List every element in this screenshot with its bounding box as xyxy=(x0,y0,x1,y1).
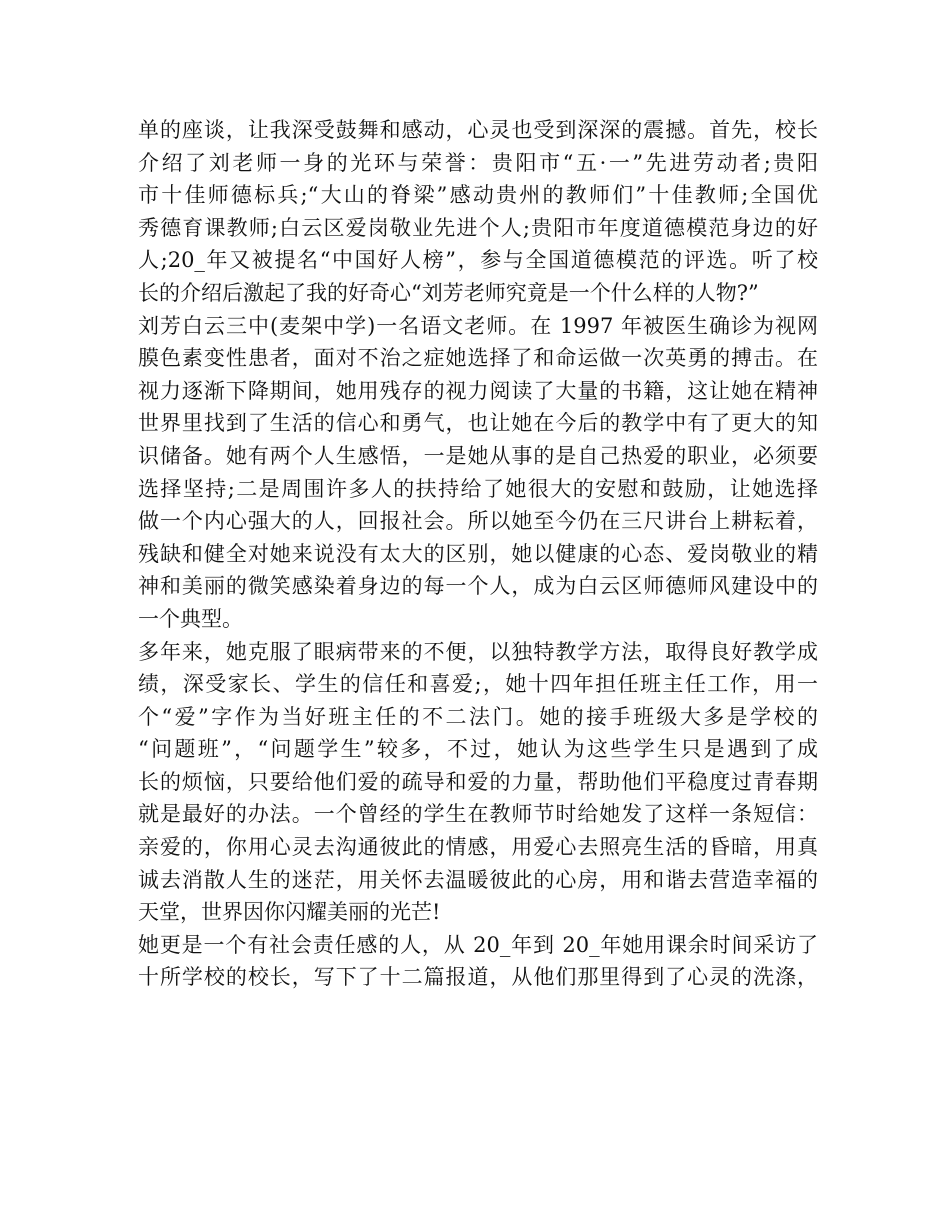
text-line: 单的座谈，让我深受鼓舞和感动，心灵也受到深深的震撼。首先，校长 xyxy=(138,118,818,142)
text-line: 人;20_年又被提名“中国好人榜”，参与全国道德模范的评选。听了校 xyxy=(138,248,818,273)
text-line: 残缺和健全对她来说没有太大的区别，她以健康的心态、爱岗敬业的精 xyxy=(138,541,818,566)
text-line: 做一个内心强大的人，回报社会。所以她至今仍在三尺讲台上耕耘着， xyxy=(138,509,818,534)
text-line: 识储备。她有两个人生感悟，一是她从事的是自己热爱的职业，必须要 xyxy=(138,443,818,468)
text-line: 选择坚持;二是周围许多人的扶持给了她很大的安慰和鼓励，让她选择 xyxy=(138,476,818,501)
text-line: “问题班”，“问题学生”较多，不过，她认为这些学生只是遇到了成 xyxy=(138,737,818,762)
text-line: 多年来，她克服了眼病带来的不便，以独特教学方法，取得良好教学成 xyxy=(138,639,818,664)
text-line: 亲爱的，你用心灵去沟通彼此的情感，用爱心去照亮生活的昏暗，用真 xyxy=(138,835,818,860)
text-line: 刘芳白云三中(麦架中学)一名语文老师。在 1997 年被医生确诊为视网 xyxy=(138,313,818,338)
text-line: 个“爱”字作为当好班主任的不二法门。她的接手班级大多是学校的 xyxy=(138,704,818,729)
text-line: 十所学校的校长，写下了十二篇报道，从他们那里得到了心灵的洗涤， xyxy=(138,965,818,990)
text-line: 秀德育课教师;白云区爱岗敬业先进个人;贵阳市年度道德模范身边的好 xyxy=(138,215,818,240)
text-line: 视力逐渐下降期间，她用残存的视力阅读了大量的书籍，这让她在精神 xyxy=(138,378,818,403)
text-line: 神和美丽的微笑感染着身边的每一个人，成为白云区师德师风建设中的 xyxy=(138,574,818,599)
text-line: 诚去消散人生的迷茫，用关怀去温暖彼此的心房，用和谐去营造幸福的 xyxy=(138,867,818,892)
text-line: 市十佳师德标兵;“大山的脊梁”感动贵州的教师们”十佳教师;全国优 xyxy=(138,183,818,208)
text-line: 就是最好的办法。一个曾经的学生在教师节时给她发了这样一条短信： xyxy=(138,802,818,827)
body-text xyxy=(138,114,818,994)
text-line: 绩，深受家长、学生的信任和喜爱;，她十四年担任班主任工作，用一 xyxy=(138,672,818,697)
text-line: 天堂，世界因你闪耀美丽的光芒! xyxy=(138,900,441,925)
text-line: 介绍了刘老师一身的光环与荣誉：贵阳市“五·一”先进劳动者;贵阳 xyxy=(138,150,818,175)
text-line: 长的介绍后激起了我的好奇心“刘芳老师究竟是一个什么样的人物?” xyxy=(138,280,759,305)
text-line: 长的烦恼，只要给他们爱的疏导和爱的力量，帮助他们平稳度过青春期 xyxy=(138,769,818,794)
text-line: 一个典型。 xyxy=(138,606,243,631)
text-line: 世界里找到了生活的信心和勇气，也让她在今后的教学中有了更大的知 xyxy=(138,411,818,436)
text-line: 她更是一个有社会责任感的人，从 20_年到 20_年她用课余时间采访了 xyxy=(138,932,818,957)
text-line: 膜色素变性患者，面对不治之症她选择了和命运做一次英勇的搏击。在 xyxy=(138,346,818,371)
